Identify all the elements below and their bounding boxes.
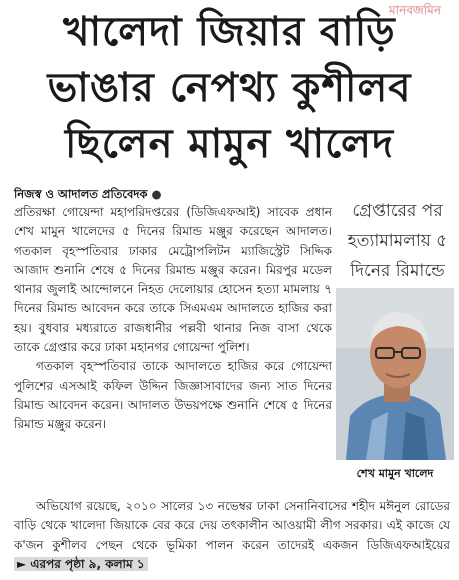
article-body-wide	[14, 497, 450, 574]
paragraph-2: গতকাল বৃহস্পতিবার তাকে আদালতে হাজির করে গোয়েন্দা পুলিশের এসআই কফিল উদ্দিন জিজ্ঞাসাবাদের জন্য সাত দিনের রিমান্ড আবেদন করেন। আদালত উভয়পক্ষে শুনানি শেষে ৫ দিনের রিমান্ড মঞ্জুর করেন।	[14, 359, 332, 432]
subheadline-line-3: দিনের রিমান্ডে	[350, 261, 445, 281]
headline	[0, 4, 459, 172]
paragraph-3	[14, 497, 450, 574]
continuation-text[interactable]: এরপর পৃষ্ঠা ৯, কলাম ১	[30, 556, 145, 571]
bullet-icon: ●	[151, 187, 162, 201]
continuation-reference[interactable]: ► এরপর পৃষ্ঠা ৯, কলাম ১	[14, 557, 148, 571]
headline-line-1: খালেদা জিয়ার বাড়ি	[63, 9, 396, 55]
watermark-logo: মানবজমিন	[389, 3, 441, 17]
subheadline-line-1: গ্রেপ্তারের পর	[352, 201, 443, 221]
headline-line-2: ভাঙার নেপথ্য কুশীলব	[47, 65, 412, 111]
subheadline-line-2: হত্যামামলায় ৫	[347, 231, 448, 251]
photo-caption: শেখ মামুন খালেদ	[356, 467, 434, 480]
paragraph-3-text: অভিযোগ রয়েছে, ২০১০ সালের ১৩ নভেম্বর ঢাকা সেনানিবাসের শহীদ মঈনুল রোডের বাড়ি থেকে খালেদা জিয়াকে বের করে দেয় তৎকালীন আওয়ামী লীগ সরকার। এই কাজে যে ক'জন কুশীলব পেছন থেকে ভূমিকা পালন করেন তাদেরই একজন ডিজিএফআইয়ের	[14, 499, 450, 552]
portrait-photo	[336, 288, 454, 460]
byline-text: নিজস্ব ও আদালত প্রতিবেদক	[14, 187, 148, 201]
portrait-illustration	[336, 288, 454, 460]
subheadline	[340, 196, 455, 286]
article-body-column	[14, 203, 332, 435]
paragraph-1: প্রতিরক্ষা গোয়েন্দা মহাপরিদপ্তরের (ডিজিএফআই) সাবেক প্রধান শেখ মামুন খালেদের ৫ দিনের রিমান্ড মঞ্জুর করেছেন আদালত। গতকাল বৃহস্পতিবার ঢাকার মেট্রোপলিটন ম্যাজিস্ট্রেট সিদ্দিক আজাদ শুনানি শেষে ৫ দিনের রিমান্ড মঞ্জুর করেন। মিরপুর মডেল থানার জুলাই আন্দোলনে নিহত দেলোয়ার হোসেন হত্যা মামলায় ৭ দিনের রিমান্ড আবেদন করে তাকে সিএমএম আদালতে হাজির করা হয়। বুধবার মধ্যরাতে রাজধানীর পল্লবী থানার নিজ বাসা থেকে তাকে গ্রেপ্তার করে ঢাকা মহানগর গোয়েন্দা পুলিশ।	[14, 205, 332, 355]
headline-line-3: ছিলেন মামুন খালেদ	[65, 121, 394, 167]
